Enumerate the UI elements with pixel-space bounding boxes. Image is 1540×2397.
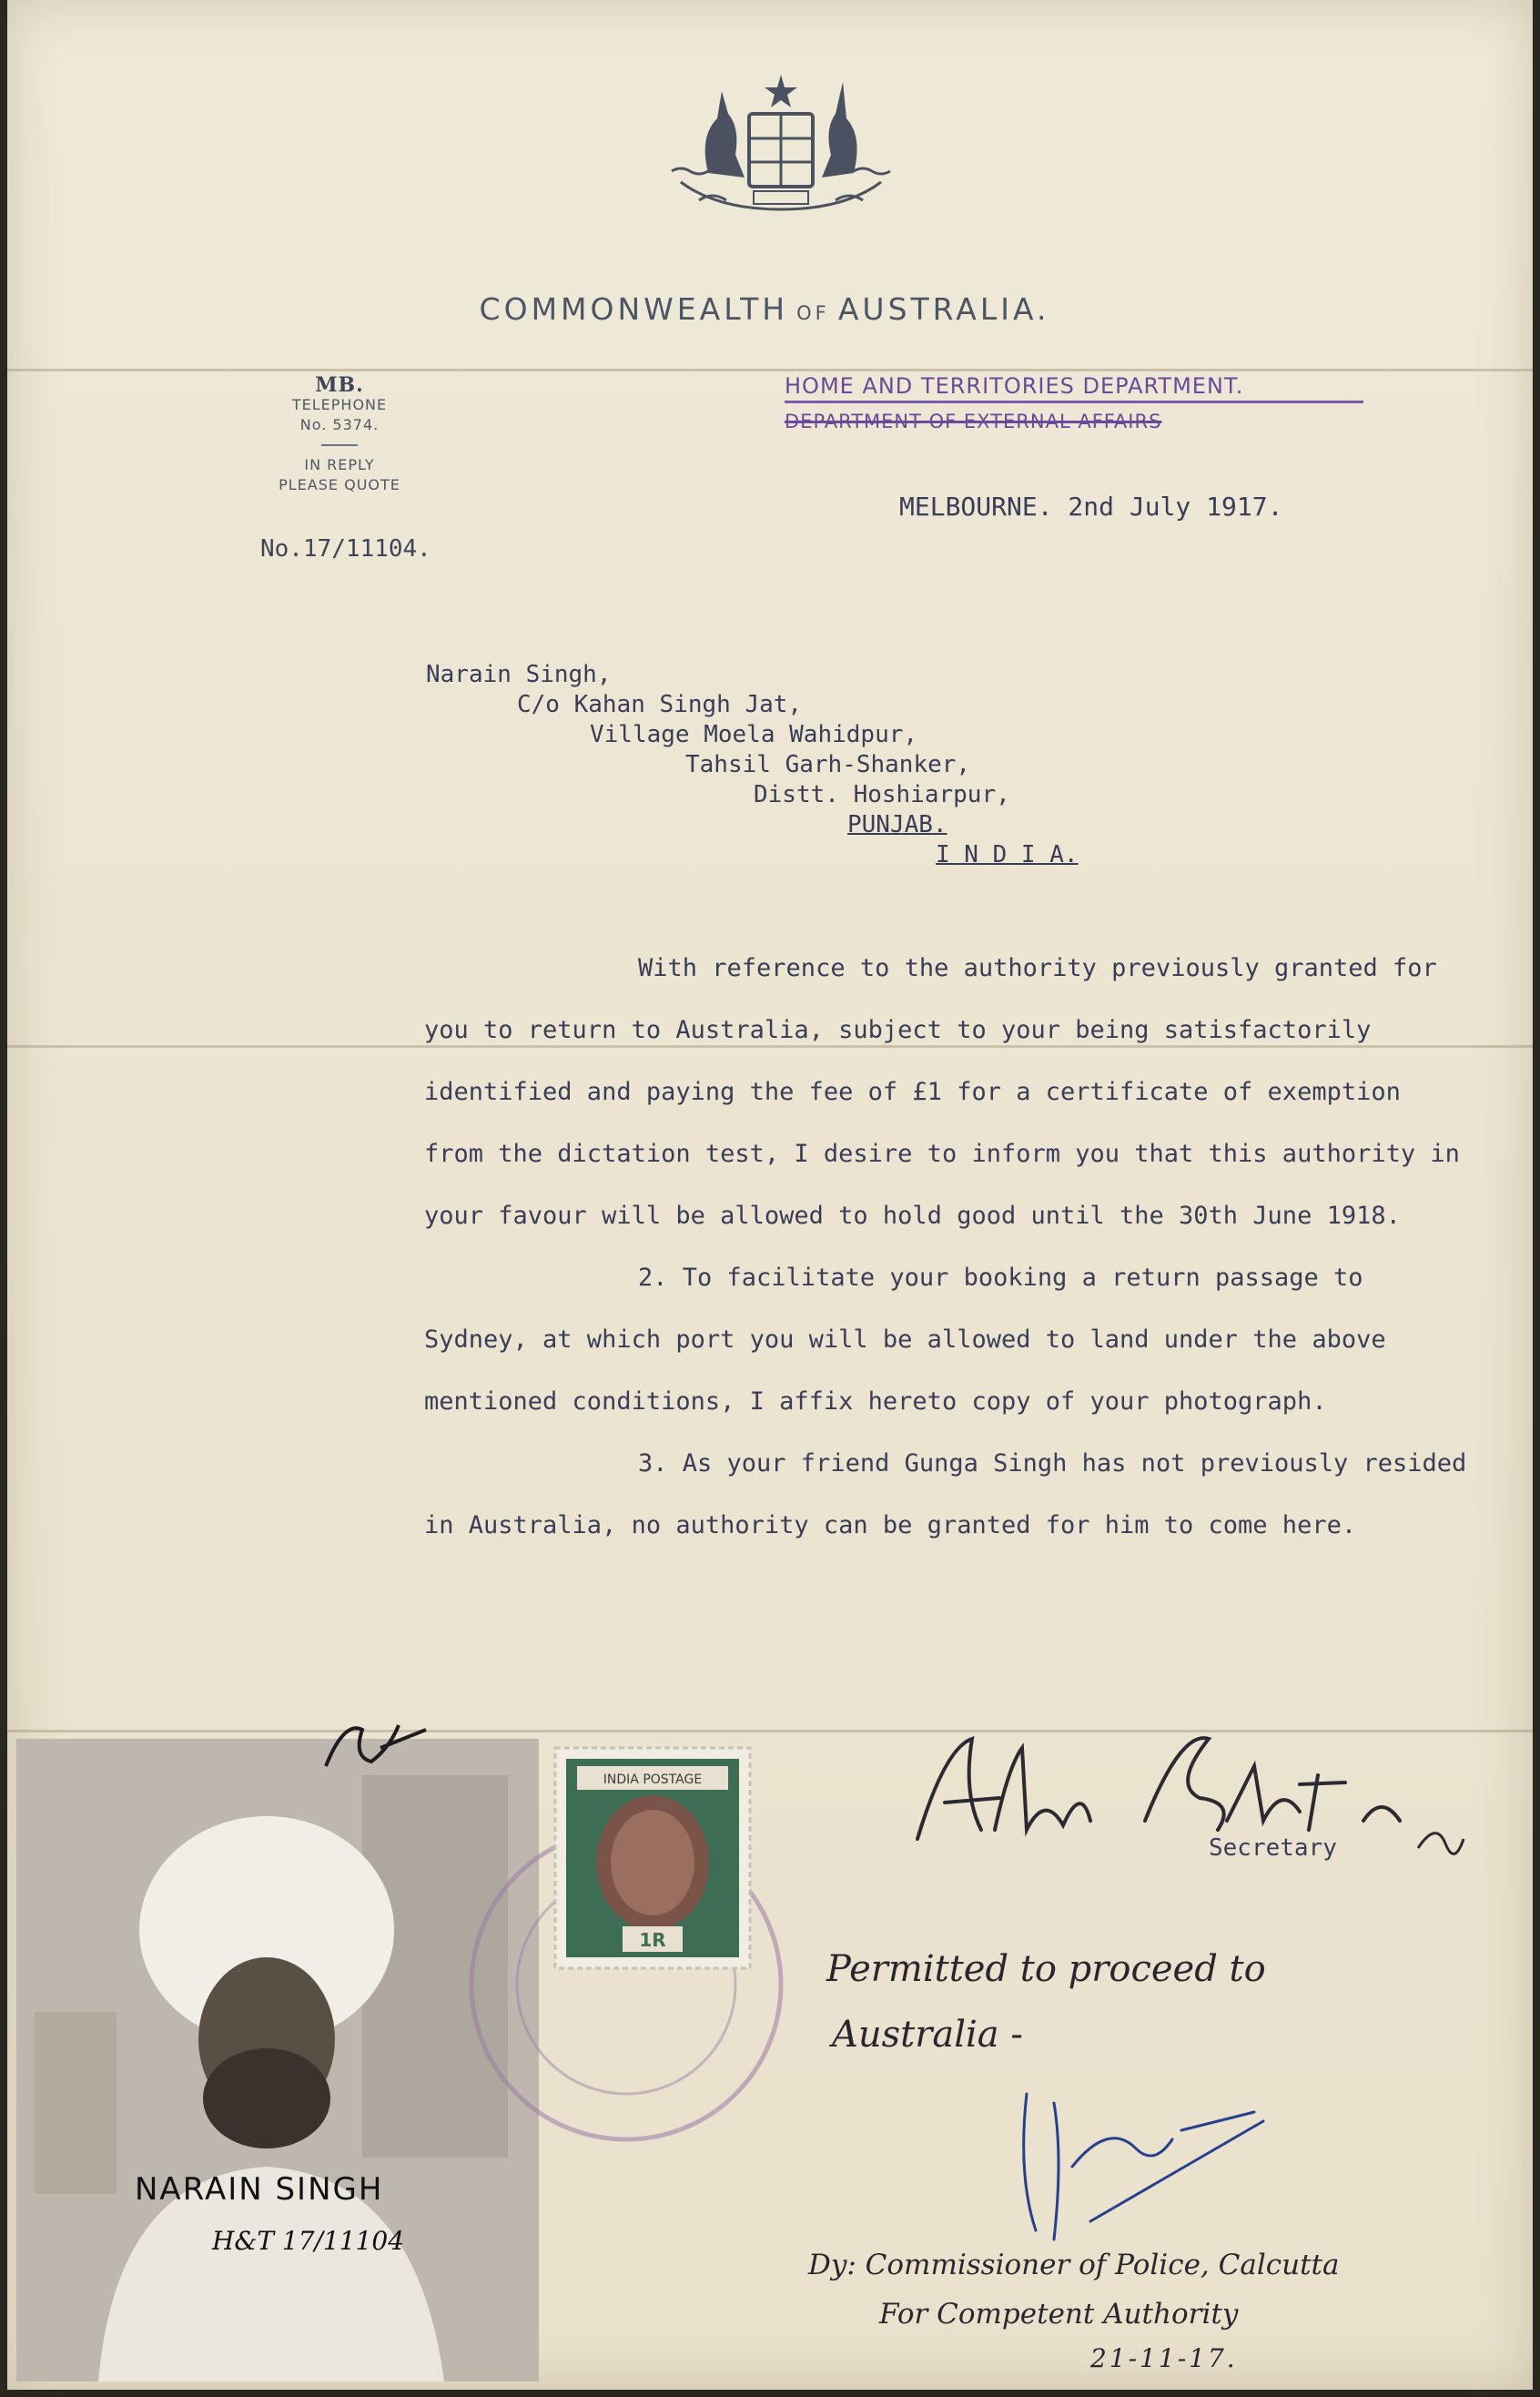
telephone-number: No. 5374.	[299, 416, 380, 433]
letterhead-word: OF	[796, 302, 830, 324]
department-stamp	[785, 373, 1363, 432]
dateline: MELBOURNE. 2nd July 1917.	[899, 492, 1283, 522]
handwritten-official-line-2: For Competent Authority	[879, 2298, 1239, 2331]
letter-body	[424, 938, 1471, 1557]
reference-number: No.17/11104.	[260, 535, 431, 563]
secretary-title: Secretary	[1209, 1834, 1337, 1862]
blue-ink-signature-icon	[999, 2085, 1272, 2258]
handwritten-official-line-1: Dy: Commissioner of Police, Calcutta	[808, 2249, 1340, 2281]
mb-mark: MB.	[315, 373, 364, 397]
paragraph-3: 3. As your friend Gunga Singh has not previously resided in Australia, no authority can be granted for him to come here.	[424, 1449, 1467, 1539]
divider	[321, 444, 358, 446]
coat-of-arms-icon	[644, 64, 917, 246]
department-name: HOME AND TERRITORIES DEPARTMENT.	[785, 373, 1363, 403]
address-line: I N D I A.	[936, 841, 1079, 868]
paragraph-1: With reference to the authority previously granted for you to return to Australia, subject to your being satisfactorily identified and paying the fee of £1 for a certificate of exemption from the dictation test, I desire to inform you that this authority in your favour will be allowed to hold good until the 30th June 1918.	[424, 954, 1460, 1230]
initials-mark-icon	[317, 1711, 435, 1775]
department-struck-name: DEPARTMENT OF EXTERNAL AFFAIRS	[785, 411, 1162, 432]
handwritten-permit-line-1: Permitted to proceed to	[826, 1948, 1266, 1990]
letterhead-word: AUSTRALIA.	[837, 291, 1050, 327]
letter-page	[7, 0, 1533, 2390]
address-line: PUNJAB.	[847, 811, 947, 838]
quote-label: PLEASE QUOTE	[279, 476, 400, 493]
postage-stamp-icon	[553, 1746, 752, 1970]
recipient-address	[426, 660, 1079, 870]
address-line: Village Moela Wahidpur,	[590, 721, 918, 748]
address-line: C/o Kahan Singh Jat,	[517, 691, 803, 718]
photo-caption-name: NARAIN SINGH	[135, 2171, 384, 2208]
paragraph-2: 2. To facilitate your booking a return passage to Sydney, at which port you will be allowed to land under the above mentioned conditions, I affix hereto copy of your photograph.	[424, 1264, 1386, 1416]
paper-fold-line	[7, 369, 1533, 371]
letterhead-title	[7, 291, 1527, 327]
telephone-label: TELEPHONE	[291, 396, 388, 413]
photo-caption-ref: H&T 17/11104	[212, 2226, 405, 2256]
reply-label: IN REPLY	[304, 456, 375, 473]
secretary-signature-icon	[908, 1711, 1473, 1875]
stamp-top-text: INDIA POSTAGE	[603, 1772, 703, 1787]
address-line: Tahsil Garh-Shanker,	[685, 751, 971, 778]
address-line: Narain Singh,	[426, 661, 612, 688]
address-line: Distt. Hoshiarpur,	[754, 781, 1010, 808]
reference-block	[253, 375, 426, 495]
letterhead-word: COMMONWEALTH	[479, 291, 789, 327]
handwritten-permit-line-2: Australia -	[832, 2014, 1023, 2056]
handwritten-date: 21-11-17.	[1090, 2343, 1238, 2373]
stamp-value: 1R	[639, 1929, 666, 1951]
